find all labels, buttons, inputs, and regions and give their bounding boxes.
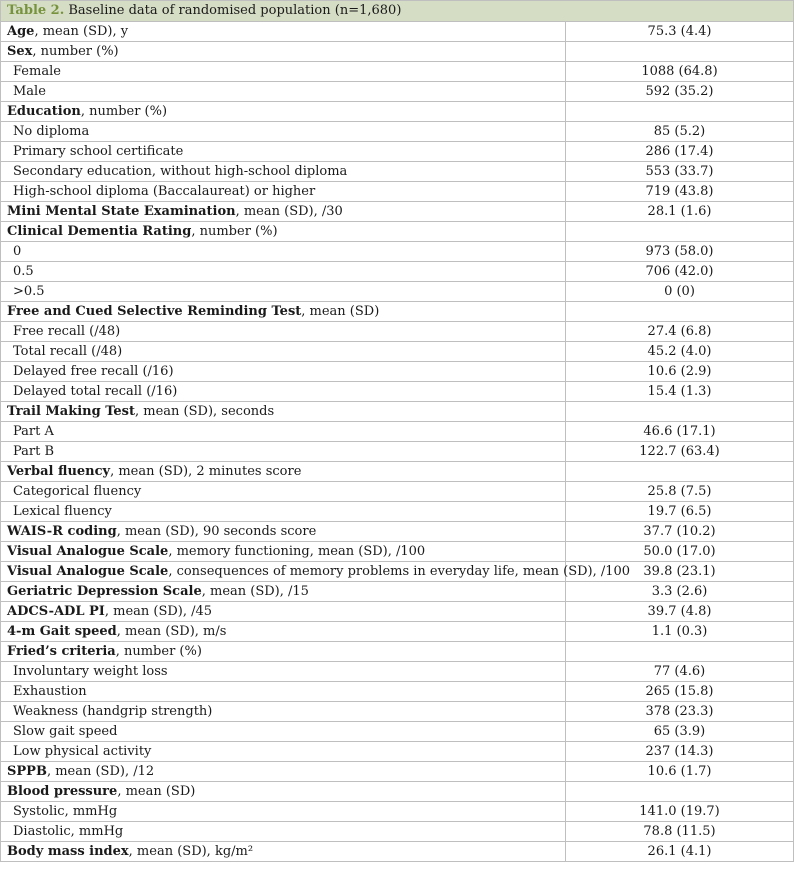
table-row bbox=[1, 642, 794, 662]
section-unit: , mean (SD), /12 bbox=[46, 764, 155, 779]
table-row bbox=[1, 762, 794, 782]
section-label bbox=[1, 202, 566, 222]
value-cell bbox=[566, 642, 794, 662]
table-row bbox=[1, 282, 794, 302]
section-unit: , mean (SD), /45 bbox=[104, 604, 213, 619]
section-label bbox=[1, 302, 566, 322]
value-cell: 10.6 (1.7) bbox=[566, 762, 794, 782]
value-cell: 15.4 (1.3) bbox=[566, 382, 794, 402]
value-cell: 75.3 (4.4) bbox=[566, 22, 794, 42]
table-row bbox=[1, 182, 794, 202]
section-title: Visual Analogue Scale bbox=[7, 544, 169, 559]
value-cell: 25.8 (7.5) bbox=[566, 482, 794, 502]
table-row bbox=[1, 822, 794, 842]
table-row bbox=[1, 142, 794, 162]
value-cell: 592 (35.2) bbox=[566, 82, 794, 102]
table-row bbox=[1, 502, 794, 522]
section-unit: , mean (SD) bbox=[117, 784, 196, 799]
section-title: 4-m Gait speed bbox=[7, 624, 117, 639]
table-row bbox=[1, 702, 794, 722]
item-label: Primary school certificate bbox=[1, 142, 566, 162]
table-row bbox=[1, 22, 794, 42]
section-unit: , mean (SD), 90 seconds score bbox=[116, 524, 317, 539]
item-label: Involuntary weight loss bbox=[1, 662, 566, 682]
section-title: Clinical Dementia Rating bbox=[7, 224, 192, 239]
item-label: Delayed free recall (/16) bbox=[1, 362, 566, 382]
item-label: Weakness (handgrip strength) bbox=[1, 702, 566, 722]
value-cell bbox=[566, 102, 794, 122]
table-row bbox=[1, 82, 794, 102]
section-title: Free and Cued Selective Reminding Test bbox=[7, 304, 302, 319]
section-title: WAIS-R coding bbox=[7, 524, 117, 539]
table-row bbox=[1, 602, 794, 622]
section-title: Blood pressure bbox=[7, 784, 118, 799]
table-caption-text: Baseline data of randomised population (n=1,680) bbox=[64, 3, 402, 18]
section-title: Visual Analogue Scale bbox=[7, 564, 169, 579]
section-label bbox=[1, 222, 566, 242]
section-unit: , mean (SD), /30 bbox=[235, 204, 343, 219]
section-title: Education bbox=[7, 104, 81, 119]
section-unit: , consequences of memory problems in everyday life, mean (SD), /100 bbox=[168, 564, 631, 579]
value-cell: 286 (17.4) bbox=[566, 142, 794, 162]
table-row bbox=[1, 462, 794, 482]
value-cell: 37.7 (10.2) bbox=[566, 522, 794, 542]
table-row bbox=[1, 262, 794, 282]
value-cell bbox=[566, 302, 794, 322]
section-title: Age bbox=[7, 24, 35, 39]
section-label bbox=[1, 642, 566, 662]
value-cell: 122.7 (63.4) bbox=[566, 442, 794, 462]
value-cell: 706 (42.0) bbox=[566, 262, 794, 282]
value-cell bbox=[566, 222, 794, 242]
section-label bbox=[1, 522, 566, 542]
value-cell: 50.0 (17.0) bbox=[566, 542, 794, 562]
table-caption-row bbox=[1, 1, 794, 22]
table-row bbox=[1, 222, 794, 242]
section-unit: , number (%) bbox=[80, 104, 168, 119]
section-label bbox=[1, 462, 566, 482]
value-cell bbox=[566, 42, 794, 62]
value-cell: 27.4 (6.8) bbox=[566, 322, 794, 342]
item-label: Exhaustion bbox=[1, 682, 566, 702]
section-label bbox=[1, 782, 566, 802]
value-cell: 85 (5.2) bbox=[566, 122, 794, 142]
section-label bbox=[1, 622, 566, 642]
table-row bbox=[1, 162, 794, 182]
section-title: Fried’s criteria bbox=[7, 644, 116, 659]
table-row bbox=[1, 482, 794, 502]
item-label: Slow gait speed bbox=[1, 722, 566, 742]
value-cell: 46.6 (17.1) bbox=[566, 422, 794, 442]
section-label bbox=[1, 42, 566, 62]
section-title: Sex bbox=[7, 44, 33, 59]
section-unit: , number (%) bbox=[191, 224, 278, 239]
item-label: Total recall (/48) bbox=[1, 342, 566, 362]
section-label bbox=[1, 762, 566, 782]
table-row bbox=[1, 622, 794, 642]
value-cell: 237 (14.3) bbox=[566, 742, 794, 762]
table-row bbox=[1, 662, 794, 682]
value-cell: 45.2 (4.0) bbox=[566, 342, 794, 362]
section-unit: , memory functioning, mean (SD), /100 bbox=[168, 544, 426, 559]
table-row bbox=[1, 322, 794, 342]
section-label bbox=[1, 602, 566, 622]
item-label: Low physical activity bbox=[1, 742, 566, 762]
table-caption-label: Table 2. bbox=[7, 3, 65, 18]
table-row bbox=[1, 202, 794, 222]
item-label: No diploma bbox=[1, 122, 566, 142]
item-label: 0.5 bbox=[1, 262, 566, 282]
table-row bbox=[1, 802, 794, 822]
value-cell: 1.1 (0.3) bbox=[566, 622, 794, 642]
section-label bbox=[1, 582, 566, 602]
item-label: 0 bbox=[1, 242, 566, 262]
section-unit: , mean (SD), kg/m² bbox=[128, 844, 254, 859]
value-cell: 10.6 (2.9) bbox=[566, 362, 794, 382]
section-unit: , mean (SD), m/s bbox=[116, 624, 227, 639]
table-row bbox=[1, 242, 794, 262]
table-row bbox=[1, 522, 794, 542]
table-row bbox=[1, 342, 794, 362]
table-row bbox=[1, 402, 794, 422]
section-title: Trail Making Test bbox=[7, 404, 136, 419]
item-label: Delayed total recall (/16) bbox=[1, 382, 566, 402]
value-cell: 26.1 (4.1) bbox=[566, 842, 794, 862]
table-row bbox=[1, 302, 794, 322]
section-label bbox=[1, 102, 566, 122]
value-cell: 39.7 (4.8) bbox=[566, 602, 794, 622]
value-cell: 78.8 (11.5) bbox=[566, 822, 794, 842]
value-cell: 141.0 (19.7) bbox=[566, 802, 794, 822]
section-title: Body mass index bbox=[7, 844, 129, 859]
section-title: ADCS-ADL PI bbox=[7, 604, 105, 619]
value-cell: 1088 (64.8) bbox=[566, 62, 794, 82]
item-label: Part B bbox=[1, 442, 566, 462]
section-unit: , number (%) bbox=[32, 44, 119, 59]
table-row bbox=[1, 842, 794, 862]
item-label: High-school diploma (Baccalaureat) or higher bbox=[1, 182, 566, 202]
value-cell bbox=[566, 782, 794, 802]
section-unit: , number (%) bbox=[115, 644, 202, 659]
item-label: Secondary education, without high-school diploma bbox=[1, 162, 566, 182]
table-row bbox=[1, 582, 794, 602]
table-row bbox=[1, 362, 794, 382]
value-cell: 973 (58.0) bbox=[566, 242, 794, 262]
section-unit: , mean (SD), 2 minutes score bbox=[110, 464, 302, 479]
table-row bbox=[1, 42, 794, 62]
section-label bbox=[1, 562, 631, 582]
table-row bbox=[1, 62, 794, 82]
value-cell: 719 (43.8) bbox=[566, 182, 794, 202]
table-row bbox=[1, 422, 794, 442]
value-cell: 39.8 (23.1) bbox=[566, 562, 794, 582]
item-label: Male bbox=[1, 82, 566, 102]
section-unit: , mean (SD), seconds bbox=[135, 404, 275, 419]
section-label bbox=[1, 402, 566, 422]
section-unit: , mean (SD), y bbox=[34, 24, 129, 39]
value-cell: 3.3 (2.6) bbox=[566, 582, 794, 602]
table-row bbox=[1, 682, 794, 702]
section-title: Geriatric Depression Scale bbox=[7, 584, 202, 599]
item-label: >0.5 bbox=[1, 282, 566, 302]
section-unit: , mean (SD), /15 bbox=[201, 584, 309, 599]
table-row bbox=[1, 782, 794, 802]
section-title: Verbal fluency bbox=[7, 464, 111, 479]
item-label: Categorical fluency bbox=[1, 482, 566, 502]
table-row bbox=[1, 722, 794, 742]
item-label: Free recall (/48) bbox=[1, 322, 566, 342]
table-row bbox=[1, 102, 794, 122]
table-row bbox=[1, 542, 794, 562]
table-caption bbox=[1, 1, 794, 22]
value-cell: 553 (33.7) bbox=[566, 162, 794, 182]
item-label: Diastolic, mmHg bbox=[1, 822, 566, 842]
section-label bbox=[1, 22, 566, 42]
section-label bbox=[1, 542, 566, 562]
item-label: Systolic, mmHg bbox=[1, 802, 566, 822]
value-cell: 65 (3.9) bbox=[566, 722, 794, 742]
section-label bbox=[1, 842, 566, 862]
item-label: Part A bbox=[1, 422, 566, 442]
item-label: Female bbox=[1, 62, 566, 82]
value-cell bbox=[566, 462, 794, 482]
value-cell: 28.1 (1.6) bbox=[566, 202, 794, 222]
table-row bbox=[1, 742, 794, 762]
item-label: Lexical fluency bbox=[1, 502, 566, 522]
table-row bbox=[1, 442, 794, 462]
value-cell: 77 (4.6) bbox=[566, 662, 794, 682]
value-cell: 19.7 (6.5) bbox=[566, 502, 794, 522]
table-row bbox=[1, 562, 794, 582]
value-cell bbox=[566, 402, 794, 422]
table-row bbox=[1, 382, 794, 402]
section-unit: , mean (SD) bbox=[301, 304, 380, 319]
value-cell: 0 (0) bbox=[566, 282, 794, 302]
section-title: Mini Mental State Examination bbox=[7, 204, 236, 219]
section-title: SPPB bbox=[7, 764, 47, 779]
value-cell: 378 (23.3) bbox=[566, 702, 794, 722]
value-cell: 265 (15.8) bbox=[566, 682, 794, 702]
table-row bbox=[1, 122, 794, 142]
